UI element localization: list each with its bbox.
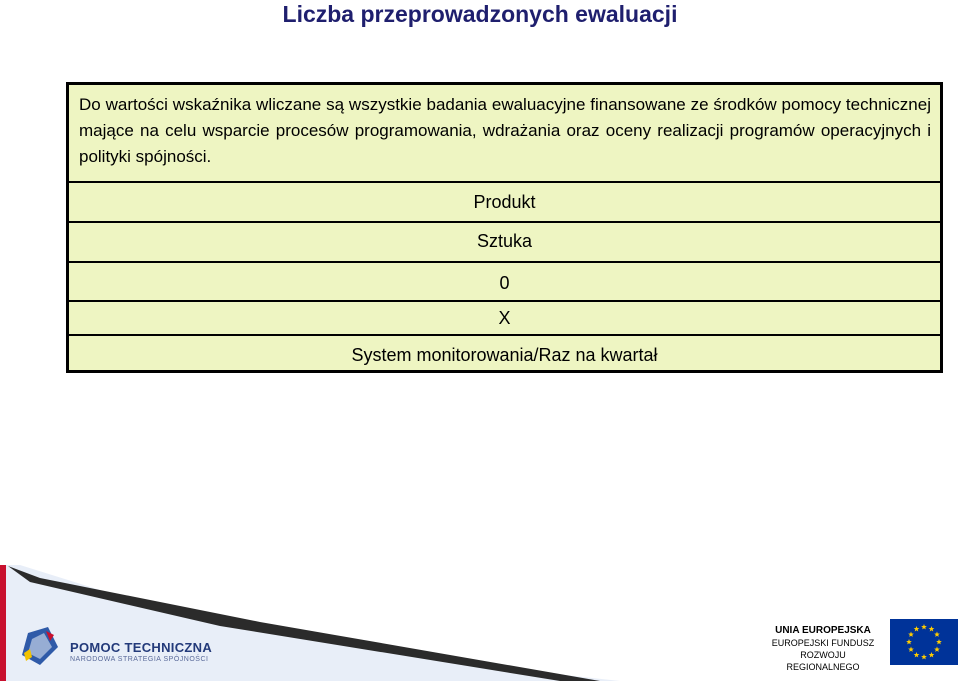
pomoc-techniczna-sublabel: NARODOWA STRATEGIA SPÓJNOŚCI xyxy=(70,656,209,663)
eu-line-1: UNIA EUROPEJSKA xyxy=(775,625,871,636)
pomoc-techniczna-label: POMOC TECHNICZNA xyxy=(70,640,213,655)
eu-line-3: ROZWOJU REGIONALNEGO xyxy=(786,650,860,672)
indicator-description: Do wartości wskaźnika wliczane są wszystkie badania ewaluacyjne finansowane ze środków pomocy technicznej mające na celu wsparcie procesów programowania, wdrażania oraz oceny realizacji programów operacyjnych i polityki spójności. xyxy=(79,95,931,166)
page-title: Liczba przeprowadzonych ewaluacji xyxy=(282,1,678,27)
indicator-table xyxy=(66,82,943,373)
eu-caption xyxy=(764,625,882,673)
indicator-type: Produkt xyxy=(69,181,940,221)
eu-flag-icon xyxy=(890,619,958,665)
indicator-target: X xyxy=(69,300,940,334)
indicator-baseline: 0 xyxy=(69,261,940,301)
eu-line-2: EUROPEJSKI FUNDUSZ xyxy=(771,638,875,648)
indicator-source: System monitorowania/Raz na kwartał xyxy=(69,334,940,370)
indicator-unit: Sztuka xyxy=(69,221,940,261)
